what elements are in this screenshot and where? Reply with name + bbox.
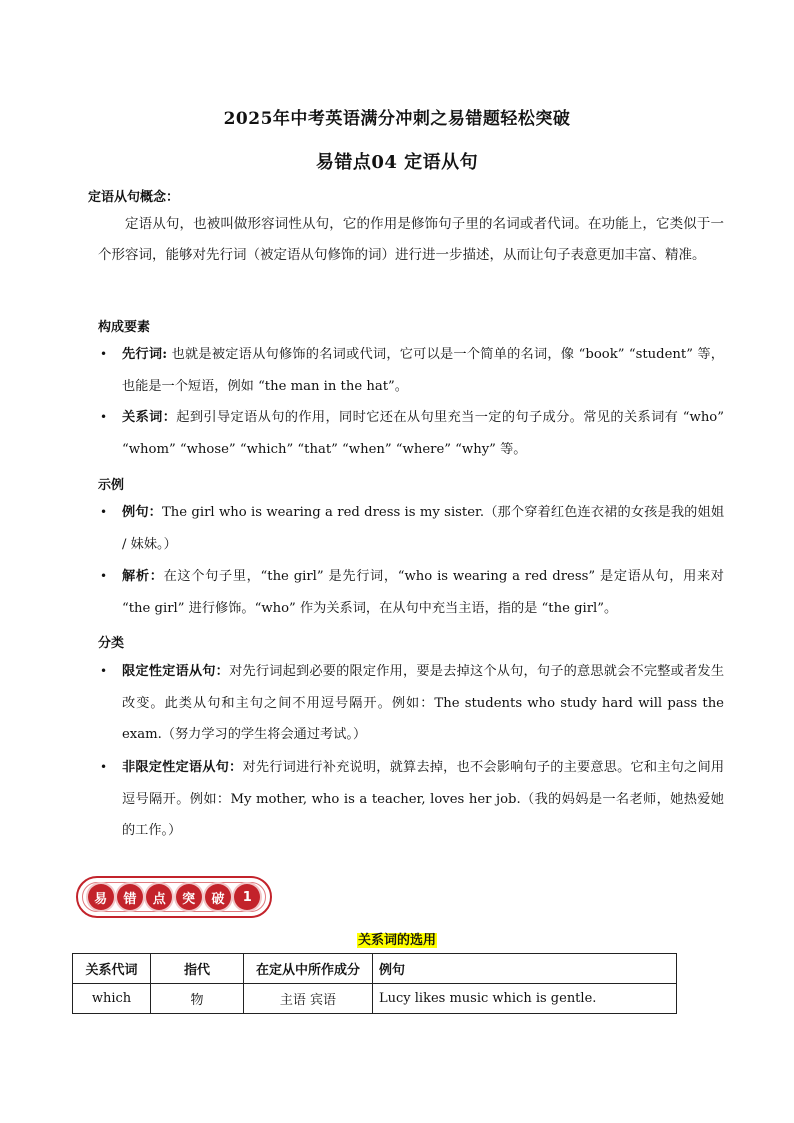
table-cell: 物 [151,984,244,1014]
components-heading: 构成要素 [98,320,151,335]
list-item-relative-word [100,402,724,465]
item-label: 非限定性定语从句： [122,760,243,775]
item-label: 解析： [122,569,164,584]
relative-word-table [72,953,677,1014]
item-label: 关系词： [122,410,177,425]
bullet-icon: • [100,664,108,678]
table-header-row [73,954,677,984]
item-text: 也就是被定语从句修饰的名词或代词，它可以是一个简单的名词，像 “book” “student” 等，也能是一个短语，例如 “the man in the hat”。 [122,347,724,394]
table-header-cell: 在定从中所作成分 [244,954,373,984]
bullet-icon: • [100,569,108,583]
document-subtitle: 易错点04 定语从句 [315,152,479,173]
table-row [73,984,677,1014]
table-header-cell: 关系代词 [73,954,151,984]
badge-inner-ring [82,882,266,912]
bullet-icon: • [100,505,108,519]
bullet-icon: • [100,760,108,774]
list-item-example-analysis [100,561,724,624]
list-item-nonrestrictive [100,752,725,847]
concept-heading: 定语从句概念： [88,190,180,205]
badge-char: 错 [117,884,143,910]
concept-paragraph: 定语从句，也被叫做形容词性从句，它的作用是修饰句子里的名词或者代词。在功能上，它类似于一个形容词，能够对先行词（被定语从句修饰的词）进行进一步描述，从而让句子表意更加丰富、精准。 [98,216,724,263]
bullet-icon: • [100,410,108,424]
item-text: 对先行词起到必要的限定作用，要是去掉这个从句，句子的意思就会不完整或者发生改变。此类从句和主句之间不用逗号隔开。例如：The students who study hard will pass the exam.（努力学习的学生将会通过考试。） [122,664,725,742]
table-caption [0,929,794,948]
item-text: The girl who is wearing a red dress is my sister.（那个穿着红色连衣裙的女孩是我的姐姐 / 妹妹。） [122,505,725,552]
item-label: 先行词: [122,347,168,362]
table-cell: 主语 宾语 [244,984,373,1014]
list-item-restrictive [100,656,725,751]
list-item-antecedent [100,339,724,402]
list-item-example-sentence [100,497,725,560]
badge-char: 1 [234,884,260,910]
badge-char: 点 [146,884,172,910]
item-text: 对先行词进行补充说明，就算去掉，也不会影响句子的主要意思。它和主句之间用逗号隔开。例如：My mother, who is a teacher, loves her job.（我的妈妈是一名老师，她热爱她的工作。） [122,760,725,838]
badge-char: 破 [205,884,231,910]
table-caption-text: 关系词的选用 [357,933,436,948]
badge-char: 易 [88,884,114,910]
error-point-badge [76,876,272,918]
item-text: 在这个句子里，“the girl” 是先行词，“who is wearing a red dress” 是定语从句，用来对 “the girl” 进行修饰。“who” 作为关系词，在从句中充当主语，指的是 “the girl”。 [122,569,724,616]
table-cell: which [73,984,151,1014]
table-header-cell: 指代 [151,954,244,984]
item-label: 限定性定语从句： [122,664,230,679]
badge-char: 突 [176,884,202,910]
item-label: 例句： [122,505,162,520]
table-header-cell: 例句 [373,954,677,984]
bullet-icon: • [100,347,108,361]
document-title: 2025年中考英语满分冲刺之易错题轻松突破 [223,109,571,129]
item-text: 起到引导定语从句的作用，同时它还在从句里充当一定的句子成分。常见的关系词有 “who” “whom” “whose” “which” “that” “when” “where” “why” 等。 [122,410,724,457]
table-cell: Lucy likes music which is gentle. [373,984,677,1014]
classification-heading: 分类 [98,636,125,651]
example-heading: 示例 [98,478,125,493]
